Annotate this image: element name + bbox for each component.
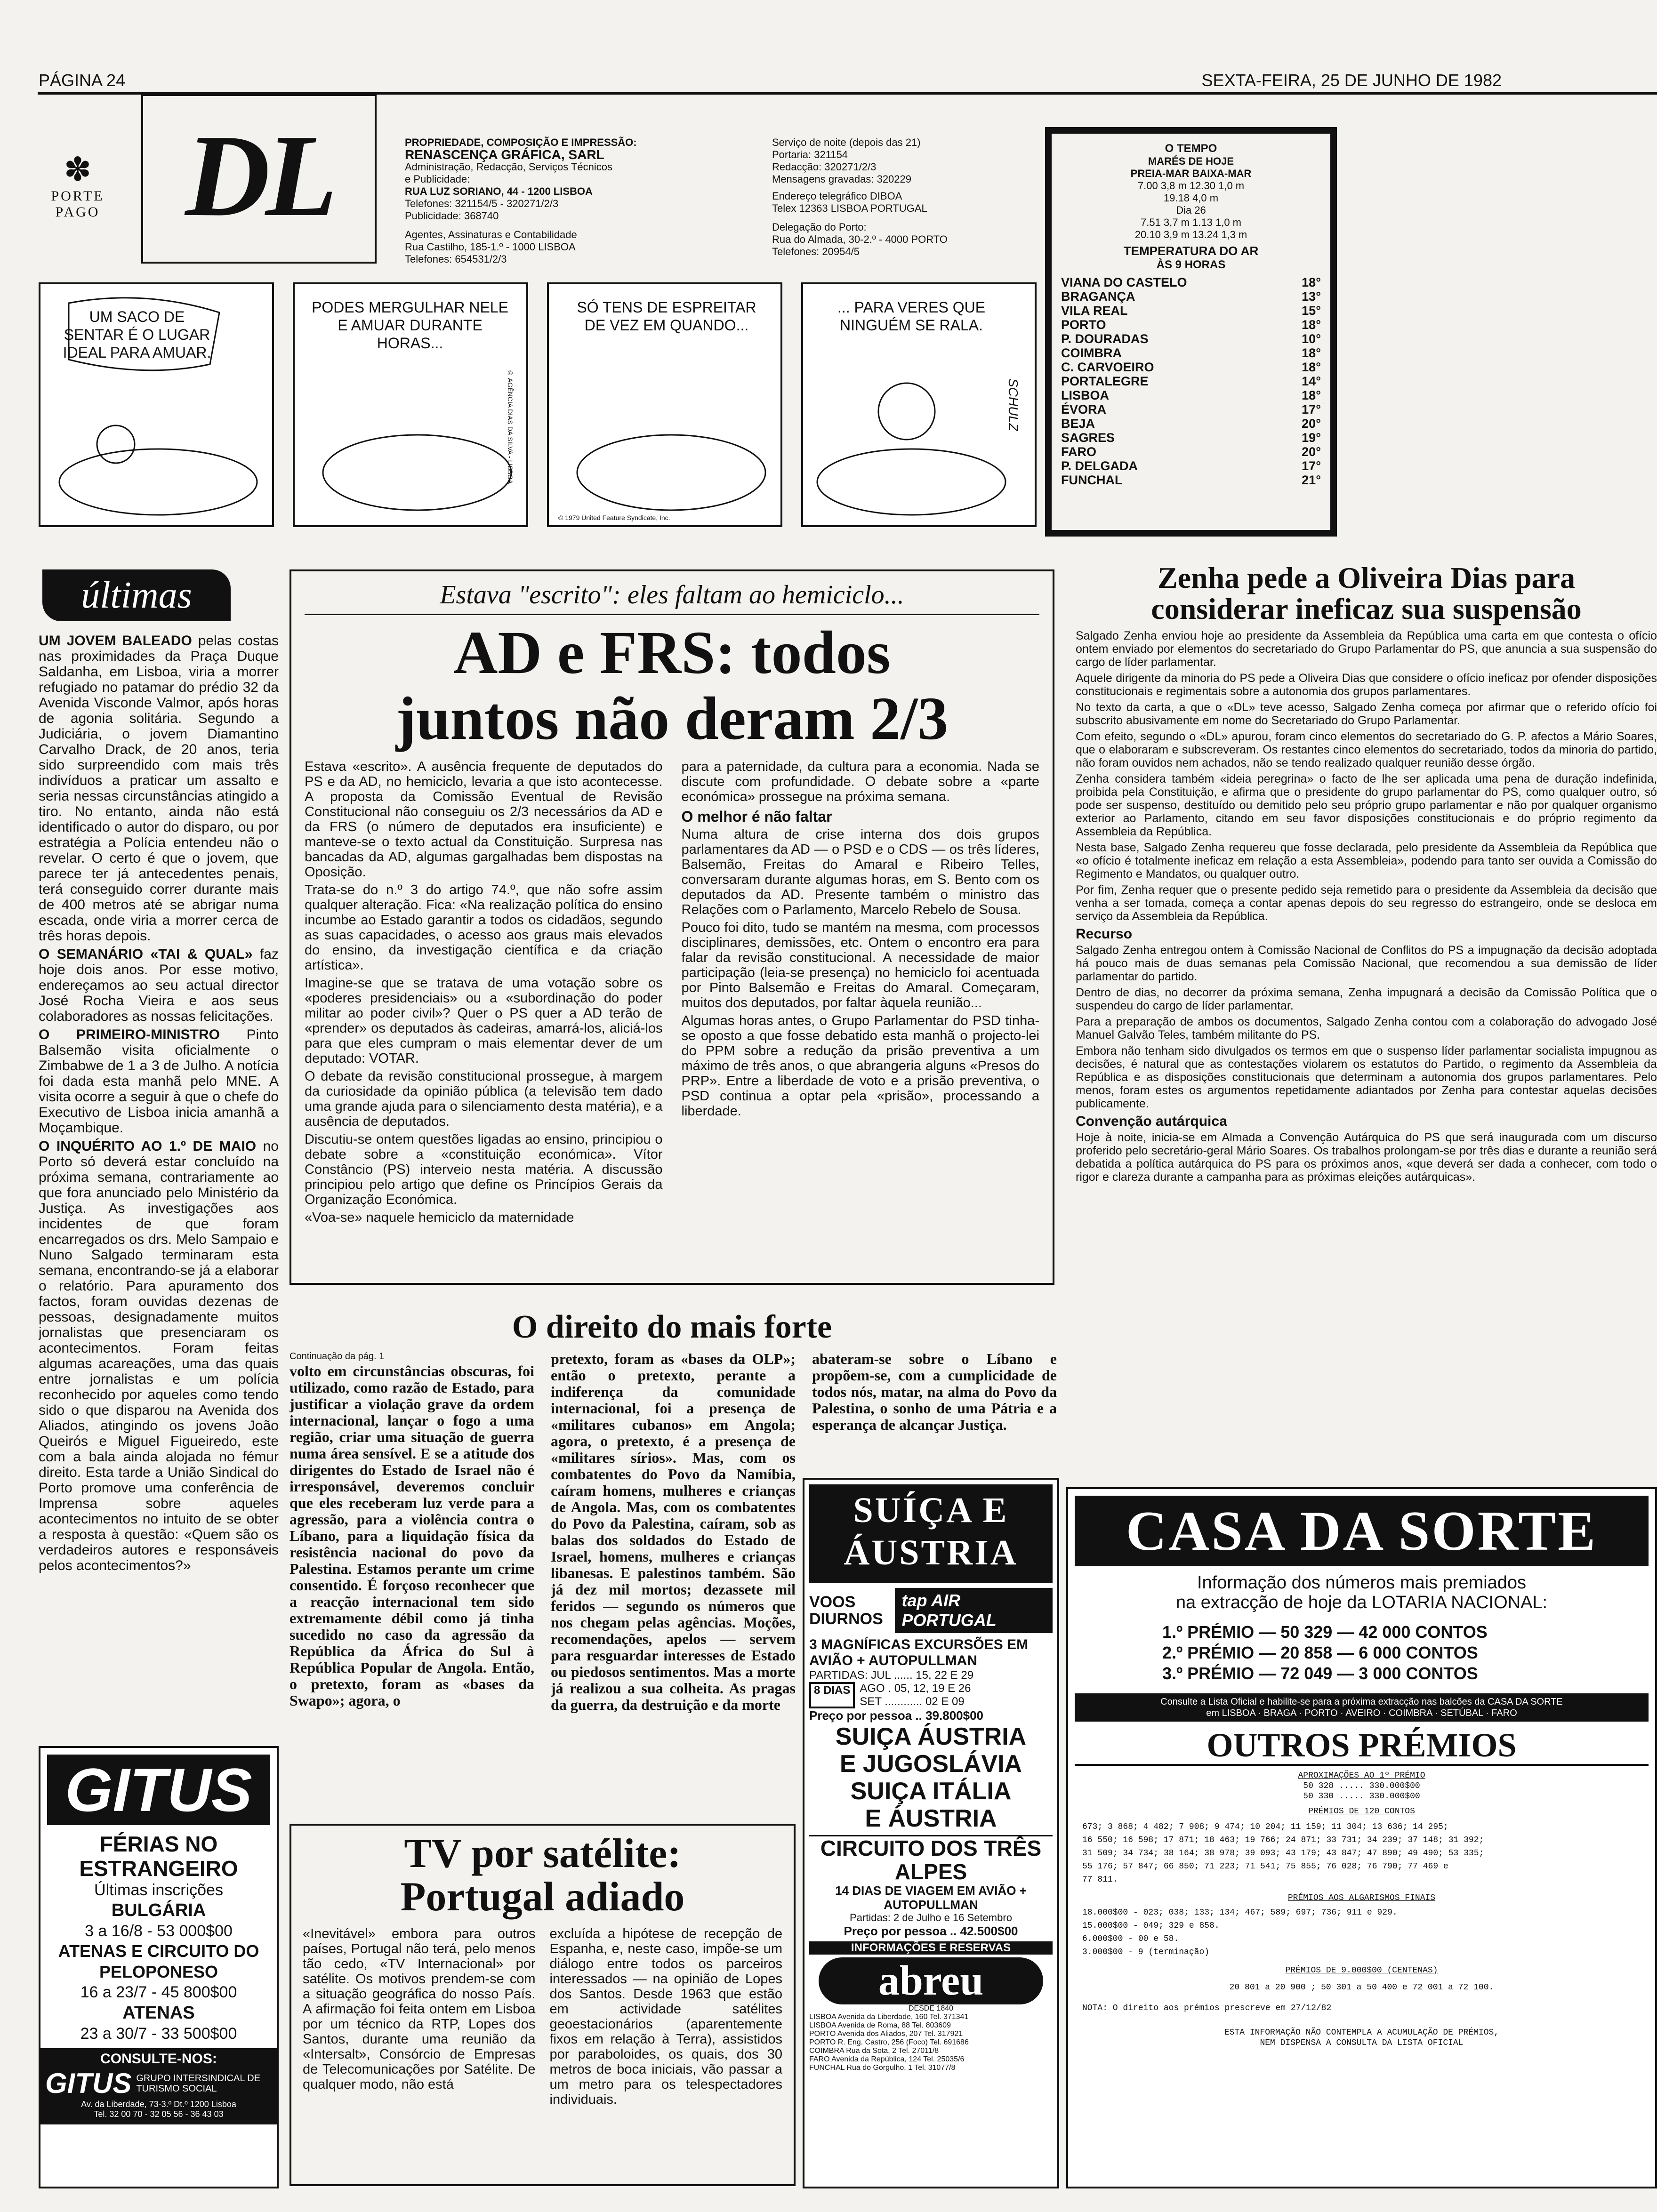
gitus-ad: GITUS FÉRIAS NO ESTRANGEIRO Últimas inscrições BULGÁRIA 3 a 16/8 - 53 000$00 ATENAS E CIRCUITO DO PELOPONESO 16 a 23/7 - 45 800$00 ATENAS 23 a 30/7 - 33 500$00 CONSULTE-NOS: GITUS GRUPO INTERSINDICAL DE TURISMO SOCIAL Av. da Liberdade, 73-3.º Dt.º 1200 Lisboa Tel. 32 00 70 - 32 05 56 - 36 43 03 (39, 1746, 279, 2188)
porte-pago: ✽ PORTE PAGO (42, 151, 113, 220)
porte-emblem-icon: ✽ (64, 151, 92, 188)
zenha-headline: Zenha pede a Oliveira Dias para considerar ineficaz sua suspensão (1151, 562, 1582, 625)
ultimas-label: últimas (42, 569, 231, 621)
direito-headline: O direito do mais forte (512, 1309, 832, 1345)
ad-frs-article: Estava "escrito": eles faltam ao hemiciclo... AD e FRS: todos juntos não deram 2/3 Estava «escrito». A ausência frequente de deputados do PS e da AD, no hemiciclo, levaria a que isto acontecesse. A proposta da Comissão Eventual de Revisão Constitucional não conseguiu os 2/3 necessários da AD e da FRS (o número de deputados era insuficiente) e manteve-se o texto actual da Constituição. Surpresa nas bancadas da AD, algumas gargalhadas bem dispostas na Oposição. Trata-se do n.º 3 do artigo 74.º, que não sofre assim qualquer alteração. Fica: «Na realização política do ensino incumbe ao Estado garantir a todos os cidadãos, segundo as suas capacidades, o acesso aos graus mais elevados do ensino, da investigação científica e da criação artística». Imagine-se que se tratava de uma votação sobre os «poderes presidenciais» ou a «subordinação do poder militar ao poder civil»? Quer o PS quer a AD terão de «prender» os deputados às cadeiras, amarrá-los, aliciá-los para que eles cumpram o mais elementar dever de um deputado: VOTAR. O debate da revisão constitucional prossegue, à margem da curiosidade da opinião pública (a televisão tem dado uma grande ajuda para o silenciamento desta matéria), e a ausência de deputados. Discutiu-se ontem questões ligadas ao ensino, principiou o debate sobre a «constituição económica». Vítor Constâncio (PS) interveio nesta matéria. A discussão principiou pelo artigo que define os Princípios Gerais da Organização Económica. «Voa-se» naquele hemiciclo da maternidade para a paternidade, da cultura para a economia. Nada se discute com profundidade. O debate sobre a «parte económica» prossegue na próxima semana. O melhor é não faltar Numa altura de crise interna dos dois grupos parlamentares da AD — o PSD e o CDS — os três líderes, Balsemão, Freitas do Amaral e Ribeiro Telles, conversaram durante algumas horas, em S. Bento com os deputados da AD. Presente também o ministro das Relações com o Parlamento, Marcelo Rebelo de Sousa. Pouco foi dito, tudo se mantém na mesma, com processos disciplinares, demissões, etc. Ontem o encontro era para falar da revisão constitucional. A necessidade de maior participação (leia-se presença) no hemiciclo foi acentuada por Pinto Balsemão e Freitas do Amaral. Começaram, muitos dos deputados, por faltar àquela reunião... Algumas horas antes, o Grupo Parlamentar do PSD tinha-se oposto a que fosse debatido esta manhã o projecto-lei do PPM sobre a redução da prisão preventiva a um máximo de três anos, o que abrangeria alguns «Presos do PRP». Entre a liberdade de voto e a prisão preventiva, o PSD continua a optar pela «prisão», processando a liberdade. (290, 569, 1054, 1285)
casa-da-sorte-title: CASA DA SORTE (1075, 1496, 1649, 1566)
comic-panel-4: ... PARA VERES QUE NINGUÉM SE RALA. SCHULZ (801, 282, 1037, 527)
tv-article: TV por satélite: Portugal adiado «Inevitável» embora para outros países, Portugal não terá, pelo menos tão cedo, «TV Internacional» por satélite. Os motivos prendem-se com a situação geográfica do nosso País. A afirmação foi feita ontem em Lisboa por um técnico da RTP, Lopes dos Santos, durante uma reunião da «Intersalt», Consórcio de Empresas de Telecomunicações por Satélite. De qualquer modo, não está excluída a hipótese de recepção de Espanha, e, neste caso, impõe-se um diálogo entre todos os parceiros interessados — na opinião de Lopes dos Santos. Desde 1963 que estão em actividade satélites geoestacionários (aparentemente fixos em relação à Terra), assistidos por paraboloides, os quais, dos 30 metros de boca iniciais, vão passar a um metro para os telespectadores individuais. (290, 1824, 796, 2186)
issue-date: SEXTA-FEIRA, 25 DE JUNHO DE 1982 (1201, 71, 1502, 90)
comic-strip (39, 282, 1037, 527)
direito-article: Continuação da pág. 1 volto em circunstâncias obscuras, foi utilizado, como razão de Estado, para justificar a violação grave da ordem internacional, lançar o fogo a uma região, criar uma situação de guerra numa área sensível. E se a atitude dos dirigentes do Estado de Israel não é irresponsável, deveremos concluir que eles receberam luz verde para a agressão, para a violência contra o Líbano, para a liquidação física da resistência nacional do povo da Palestina. Estamos perante um crime consentido. É forçoso reconhecer que a reacção internacional tem sido extremamente débil como já tinha sucedido no caso da agressão da República da África do Sul à República Popular de Angola. Então, o pretexto, foram as «bases da Swapo»; agora, o pretexto, foram as «bases da OLP»; então o pretexto, perante a indiferença da comunidade internacional, foi a presença de «militares cubanos» em Angola; agora, o pretexto, é a presença de «militares sírios». Mas, com os combatentes do Povo da Namíbia, caíram homens, mulheres e crianças de Angola. Mas, com os combatentes do Povo da Palestina, caíram, sob as balas dos soldados do Estado de Israel, homens, mulheres e crianças libanesas. E palestinos também. São já dez mil mortos; dezassete mil feridos — segundo os números que nos chegam pelas agências. Moções, recomendações, apelos — servem para resguardar interesses de Estado ou piedosos sentimentos. Mas a morte já realizou a sua colheita. As pragas da guerra, da destruição e da morte abateram-se sobre o Líbano e propõem-se, com a cumplicidade de todos nós, matar, na alma do Povo da Palestina, o sonho de uma Pátria e a esperança de alcançar Justiça. (290, 1351, 1057, 1713)
imprint-left: PROPRIEDADE, COMPOSIÇÃO E IMPRESSÃO: RENASCENÇA GRÁFICA, SARL Administração, Redacção, Serviços Técnicos e Publicidade: RUA LUZ SORIANO, 44 - 1200 LISBOA Telefones: 321154/5 - 320271/2/3 Publicidade: 368740 Agentes, Assinaturas e Contabilidade Rua Castilho, 185-1.º - 1000 LISBOA Telefones: 654531/2/3 (405, 136, 637, 265)
ultimas-column: UM JOVEM BALEADO pelas costas nas proximidades da Praça Duque Saldanha, em Lisboa, viria a morrer refugiado no patamar do prédio 32 da Avenida Visconde Valmor, após horas de agonia solitária. Segundo a Judiciária, o jovem Diamantino Carvalho Drack, de 20 anos, teria sido surpreendido com mais três indivíduos a praticar um assalto e seria nessas circunstâncias atingido a tiro. No entanto, ainda não está identificado o autor do disparo, ou por estratégia a Polícia entendeu não o revelar. O certo é que o jovem, que parece ter já antecedentes penais, terá conseguido correr durante mais de 400 metros até se abrigar numa escada, onde viria a morrer cerca de três horas depois. O SEMANÁRIO «TAI & QUAL» faz hoje dois anos. Por esse motivo, endereçamos ao seu actual director José Rocha Vieira e aos seus colaboradores as nossas felicitações. O PRIMEIRO-MINISTRO Pinto Balsemão visita oficialmente o Zimbabwe de 1 a 3 de Julho. A notícia foi dada esta manhã pelo MNE. A visita ocorre a seguir à que o chefe do Executivo de Lisboa inicia amanhã a Moçambique. O INQUÉRITO AO 1.º DE MAIO no Porto só deverá estar concluído na próxima semana, contrariamente ao que fora anunciado pelo Ministério da Justiça. As investigações aos incidentes de que foram encarregados os drs. Melo Sampaio e Nuno Salgado terminaram esta semana, encontrando-se já a elaborar o relatório. Para apuramento dos factos, foram ouvidas dezenas de pessoas, designadamente muitos jornalistas que presenciaram os acontecimentos. Foram feitas algumas acareações, uma das quais entre jornalistas e um polícia reconhecido por aqueles como tendo sido o que disparou na Avenida dos Aliados, atingindo os jovens João Queirós e Miguel Figueiredo, este com a bala ainda alojada no fémur direito. Esta tarde a União Sindical do Porto promove uma conferência de Imprensa sobre aqueles acontecimentos no intuito de se obter a resposta à questão: «Quem são os verdadeiros autores e responsáveis pelos acontecimentos?» (39, 633, 279, 1573)
tv-headline: TV por satélite: Portugal adiado (400, 1831, 685, 1920)
page-number: PÁGINA 24 (39, 71, 126, 90)
comic-panel-1: UM SACO DE SENTAR É O LUGAR IDEAL PARA AMUAR. (39, 282, 274, 527)
weather-box: O TEMPO MARÉS DE HOJE PREIA-MAR BAIXA-MAR 7.00 3,8 m 12.30 1,0 m 19.18 4,0 m Dia 26 7.51 3,7 m 1.13 1,0 m 20.10 3,9 m 13.24 1,3 m TEMPERATURA DO AR ÀS 9 HORAS VIANA DO CASTELO 18° BRAGANÇA 13° VILA REAL 15° PORTO 18° P. DOURADAS 10° COIMBRA 18° C. CARVOEIRO 18° PORTALEGRE 14° LISBOA 18° ÉVORA 17° BEJA 20° SAGRES 19° FARO 20° P. DELGADA 17° FUNCHAL 21° (1045, 127, 1337, 537)
imprint-right: Serviço de noite (depois das 21) Portaria: 321154 Redacção: 320271/2/3 Mensagens gravadas: 320229 Endereço telegráfico DIBOA Telex 12363 LISBOA PORTUGAL Delegação do Porto: Rua do Almada, 30-2.º - 4000 PORTO Telefones: 20954/5 (772, 136, 948, 257)
zenha-article: Zenha pede a Oliveira Dias para considerar ineficaz sua suspensão Salgado Zenha enviou hoje ao presidente da Assembleia da República uma carta em que contesta o ofício ontem enviado por elementos do secretariado do Grupo Parlamentar do PS, que anuncia a sua suspensão do cargo de líder parlamentar. Aquele dirigente da minoria do PS pede a Oliveira Dias que considere o ofício ineficaz por ofender disposições constitucionais e regimentais sobre a autonomia dos grupos parlamentares. No texto da carta, a que o «DL» teve acesso, Salgado Zenha começa por afirmar que o referido ofício foi subscrito abusivamente em nome do Secretariado do Grupo Parlamentar. Com efeito, segundo o «DL» apurou, foram cinco elementos do secretariado do G. P. afectos a Mário Soares, que o elaboraram e subscreveram. Os restantes cinco elementos do secretariado, todos da minoria do partido, não foram ouvidos nem achados, não se tendo realizado qualquer reunião desse órgão. Zenha considera também «ideia peregrina» o facto de lhe ser aplicada uma pena de duração indefinida, proibida pela Constituição, e afirma que o presidente do grupo parlamentar do PS, como qualquer outro, só pode ser suspenso, destituído ou demitido pelo seu próprio grupo parlamentar e não por qualquer organismo exterior ao Parlamento, citando em seu favor disposições constitucionais e do próprio regimento da Assembleia da República. Nesta base, Salgado Zenha requereu que fosse declarada, pelo presidente da Assembleia da República que «o ofício é totalmente ineficaz em relação a esta Assembleia», podendo para tanto ser ouvida a Comissão do Regimento e Mandatos, ou qualquer outro. Por fim, Zenha requer que o presente pedido seja remetido para o presidente da Assembleia da decisão que venha a ser tomada, começa a contar apenas depois do seu regresso do estrangeiro, onde se desloca em serviço da Assembleia da República. Recurso Salgado Zenha entregou ontem à Comissão Nacional de Conflitos do PS a impugnação da decisão adoptada há pouco mais de duas semanas pela Comissão Nacional, que recomendou a sua demissão de líder parlamentar do partido. Dentro de dias, no decorrer da próxima semana, Zenha impugnará a decisão da Comissão Política que o suspendeu do cargo de líder parlamentar. Para a preparação de ambos os documentos, Salgado Zenha contou com a colaboração do advogado José Manuel Galvão Teles, também militante do PS. Embora não tenham sido divulgados os termos em que o suspenso líder parlamentar socialista impugnou as decisões, é natural que as contestações violarem os estatutos do Partido, o regimento da Assembleia da República e as disposições constitucionais que determinam a autonomia dos grupos parlamentares. Pelo menos, foram estes os argumentos repetidamente adiantados por Zenha para contestar aquelas decisões publicamente. Convenção autárquica Hoje à noite, inicia-se em Almada a Convenção Autárquica do PS que será inaugurada com um discurso proferido pelo secretário-geral Mário Soares. Os trabalhos prolongam-se por três dias e durante a reunião será debatida a política autárquica do PS para os próximos anos, «que deverá ser dada a conhecer, com todo o rigor e clareza durante a campanha para as próximas eleições autárquicas». (1076, 562, 1657, 1184)
comic-panel-3: SÓ TENS DE ESPREITAR DE VEZ EM QUANDO... © 1979 United Feature Syndicate, Inc. (547, 282, 782, 527)
beanbag-peek-icon (549, 284, 782, 527)
comic-panel-2: PODES MERGULHAR NELE E AMUAR DURANTE HORAS... © AGÊNCIA DIAS DA SILVA - LISBOA (293, 282, 528, 527)
lucy-beanbag-icon (40, 284, 274, 527)
weather-city-list: VIANA DO CASTELO 18° BRAGANÇA 13° VILA REAL 15° PORTO 18° P. DOURADAS 10° COIMBRA 18° C. CARVOEIRO 18° PORTALEGRE 14° LISBOA 18° ÉVORA 17° BEJA 20° SAGRES 19° FARO 20° P. DELGADA 17° FUNCHAL 21° (1061, 275, 1321, 487)
casa-da-sorte-ad: CASA DA SORTE Informação dos números mais premiados na extracção de hoje da LOTARIA NACIONAL: 1.º PRÉMIO — 50 329 — 42 000 CONTOS 2.º PRÉMIO — 20 858 — 6 000 CONTOS 3.º PRÉMIO — 72 049 — 3 000 CONTOS Consulte a Lista Oficial e habilite-se para a próxima extracção nas balcões da CASA DA SORTE em LISBOA · BRAGA · PORTO · AVEIRO · COIMBRA · SETÚBAL · FARO OUTROS PRÉMIOS APROXIMAÇÕES AO 1º PRÉMIO 50 328 ..... 330.000$00 50 330 ..... 330.000$00 PRÉMIOS DE 120 CONTOS 673; 3 868; 4 482; 7 908; 9 474; 10 204; 11 159; 11 304; 13 636; 14 295; 16 550; 16 598; 17 871; 18 463; 19 766; 24 871; 33 731; 34 239; 37 148; 31 392; 31 509; 34 734; 38 164; 38 978; 39 093; 43 179; 43 847; 47 890; 49 490; 53 335; 55 176; 57 847; 66 850; 71 223; 71 541; 75 855; 76 028; 76 790; 77 469 e 77 811. PRÉMIOS AOS ALGARISMOS FINAIS 18.000$00 - 023; 038; 133; 134; 467; 589; 697; 736; 911 e 929. 15.000$00 - 049; 329 e 858. 6.000$00 - 00 e 58. 3.000$00 - 9 (terminação) PRÉMIOS DE 9.000$00 (CENTENAS) 20 801 a 20 900 ; 50 301 a 50 400 e 72 001 a 72 100. NOTA: O direito aos prémios prescreve em 27/12/82 ESTA INFORMAÇÃO NÃO CONTEMPLA A ACUMULAÇÃO DE PRÉMIOS, NEM DISPENSA A CONSULTA DA LISTA OFICIAL (1066, 1487, 1657, 2188)
lucy-face-icon (803, 284, 1037, 527)
headline: AD e FRS: todos juntos não deram 2/3 (395, 619, 949, 753)
dl-logo: DL (141, 94, 377, 264)
beanbag-icon (295, 284, 528, 527)
gitus-logo: GITUS (47, 1755, 270, 1825)
suica-austria-ad: SUÍÇA E ÁUSTRIA VOOS DIURNOS tap AIR PORTUGAL 3 MAGNÍFICAS EXCURSÕES EM AVIÃO + AUTOPULLMAN PARTIDAS: JUL ...... 15, 22 E 29 8 DIAS AGO . 05, 12, 19 E 26 SET ............ 02 E 09 Preço por pessoa .. 39.800$00 SUIÇA ÁUSTRIA E JUGOSLÁVIA SUIÇA ITÁLIA E ÁUSTRIA CIRCUITO DOS TRÊS ALPES 14 DIAS DE VIAGEM EM AVIÃO + AUTOPULLMAN Partidas: 2 de Julho e 16 Setembro Preço por pessoa .. 42.500$00 INFORMAÇÕES E RESERVAS abreu DESDE 1840 LISBOA Avenida da Liberdade, 160 Tel. 371341 LISBOA Avenida de Roma, 88 Tel. 803609 PORTO Avenida dos Aliados, 207 Tel. 317921 PORTO R. Eng. Castro, 256 (Foco) Tel. 691686 COIMBRA Rua da Sota, 2 Tel. 27011/8 FARO Avenida da República, 124 Tel. 25035/6 FUNCHAL Rua do Gorgulho, 1 Tel. 31077/8 (803, 1478, 1059, 2188)
